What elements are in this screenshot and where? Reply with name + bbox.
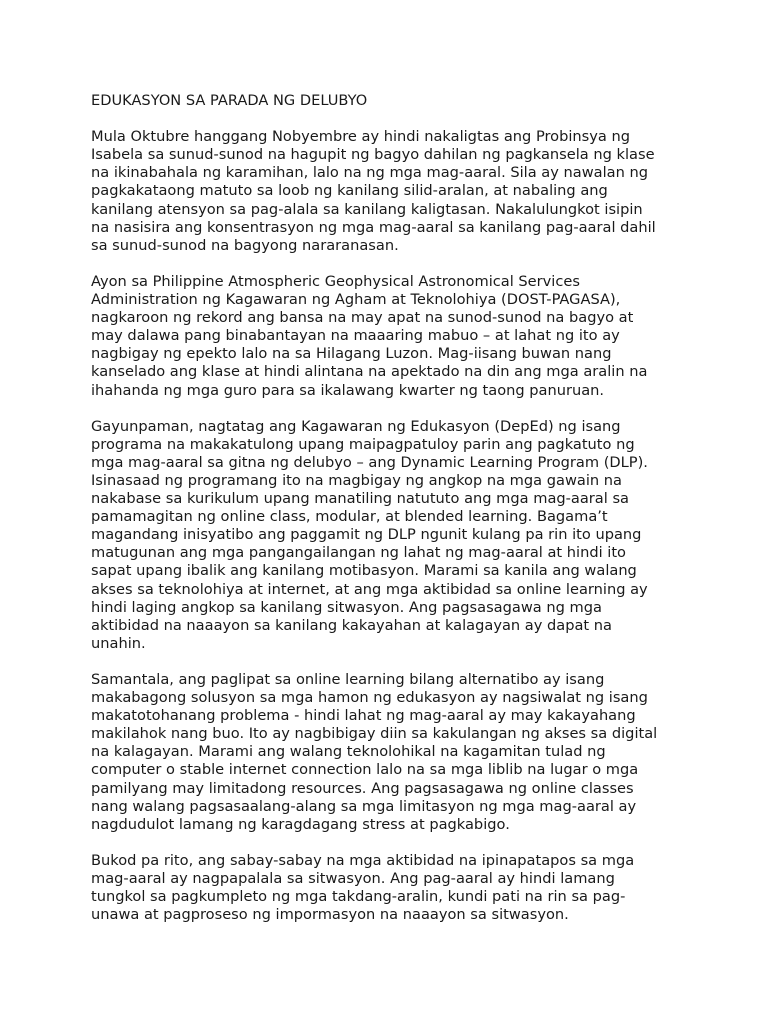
paragraph-1: Mula Oktubre hanggang Nobyembre ay hindi nakaligtas ang Probinsya ng Isabela sa sunud-sunod na hagupit ng bagyo dahilan ng pagkansela ng klase na ikinabahala ng karamihan, lalo na ng mga mag-aaral. Sila ay nawalan ng pagkakataong matuto sa loob ng kanilang silid-aralan, at nabaling ang kanilang atensyon sa pag-alala sa kanilang kaligtasan. Nakalulungkot isipin na nasisira ang konsentrasyon ng mga mag-aaral sa kanilang pag-aaral dahil sa sunud-sunod na bagyong nararanasan. — [91, 128, 656, 254]
document-body — [91, 92, 681, 942]
paragraph-4: Samantala, ang paglipat sa online learning bilang alternatibo ay isang makabagong solusyon sa mga hamon ng edukasyon ay nagsiwalat ng isang makatotohanang problema - hindi lahat ng mag-aaral ay may kakayahang makilahok nang buo. Ito ay nagbibigay diin sa kakulangan ng akses sa digital na kalagayan. Marami ang walang teknolohikal na kagamitan tulad ng computer o stable internet connection lalo na sa mga liblib na lugar o mga pamilyang may limitadong resources. Ang pagsasagawa ng online classes nang walang pagsasaalang-alang sa mga limitasyon ng mga mag-aaral ay nagdudulot lamang ng karagdagang stress at pagkabigo. — [91, 671, 658, 833]
paragraph-5: Bukod pa rito, ang sabay-sabay na mga aktibidad na ipinapatapos sa mga mag-aaral ay nagpapalala sa sitwasyon. Ang pag-aaral ay hindi lamang tungkol sa pagkumpleto ng mga takdang-aralin, kundi pati na rin sa pag- unawa at pagproseso ng impormasyon na naaayon sa sitwasyon. — [91, 851, 635, 924]
paragraph-3: Gayunpaman, nagtatag ang Kagawaran ng Edukasyon (DepEd) ng isang programa na makakatulong upang maipagpatuloy parin ang pagkatuto ng mga mag-aaral sa gitna ng delubyo – ang Dynamic Learning Program (DLP). Isinasaad ng programang ito na magbigay ng angkop na mga gawain na nakabase sa kurikulum upang manatiling natututo ang mga mag-aaral sa pamamagitan ng online class, modular, at blended learning. Bagama’t magandang inisyatibo ang paggamit ng DLP ngunit kulang pa rin ito upang matugunan ang mga pangangailangan ng lahat ng mag-aaral at hindi ito sapat upang ibalik ang kanilang motibasyon. Marami sa kanila ang walang akses sa teknolohiya at internet, at ang mga aktibidad sa online learning ay hindi laging angkop sa kanilang sitwasyon. Ang pagsasagawa ng mga aktibidad na naaayon sa kanilang kakayahan at kalagayan ay dapat na unahin. — [91, 417, 648, 652]
document-title: EDUKASYON SA PARADA NG DELUBYO — [91, 92, 368, 109]
paragraph-2: Ayon sa Philippine Atmospheric Geophysical Astronomical Services Administration ng Kagawaran ng Agham at Teknolohiya (DOST-PAGASA), nagkaroon ng rekord ang bansa na may apat na sunod-sunod na bagyo at may dalawa pang binabantayan na maaaring mabuo – at lahat ng ito ay nagbigay ng epekto lalo na sa Hilagang Luzon. Mag-iisang buwan nang kanselado ang klase at hindi alintana na apektado na din ang mga aralin na ihahanda ng mga guro para sa ikalawang kwarter ng taong panuruan. — [91, 272, 648, 399]
